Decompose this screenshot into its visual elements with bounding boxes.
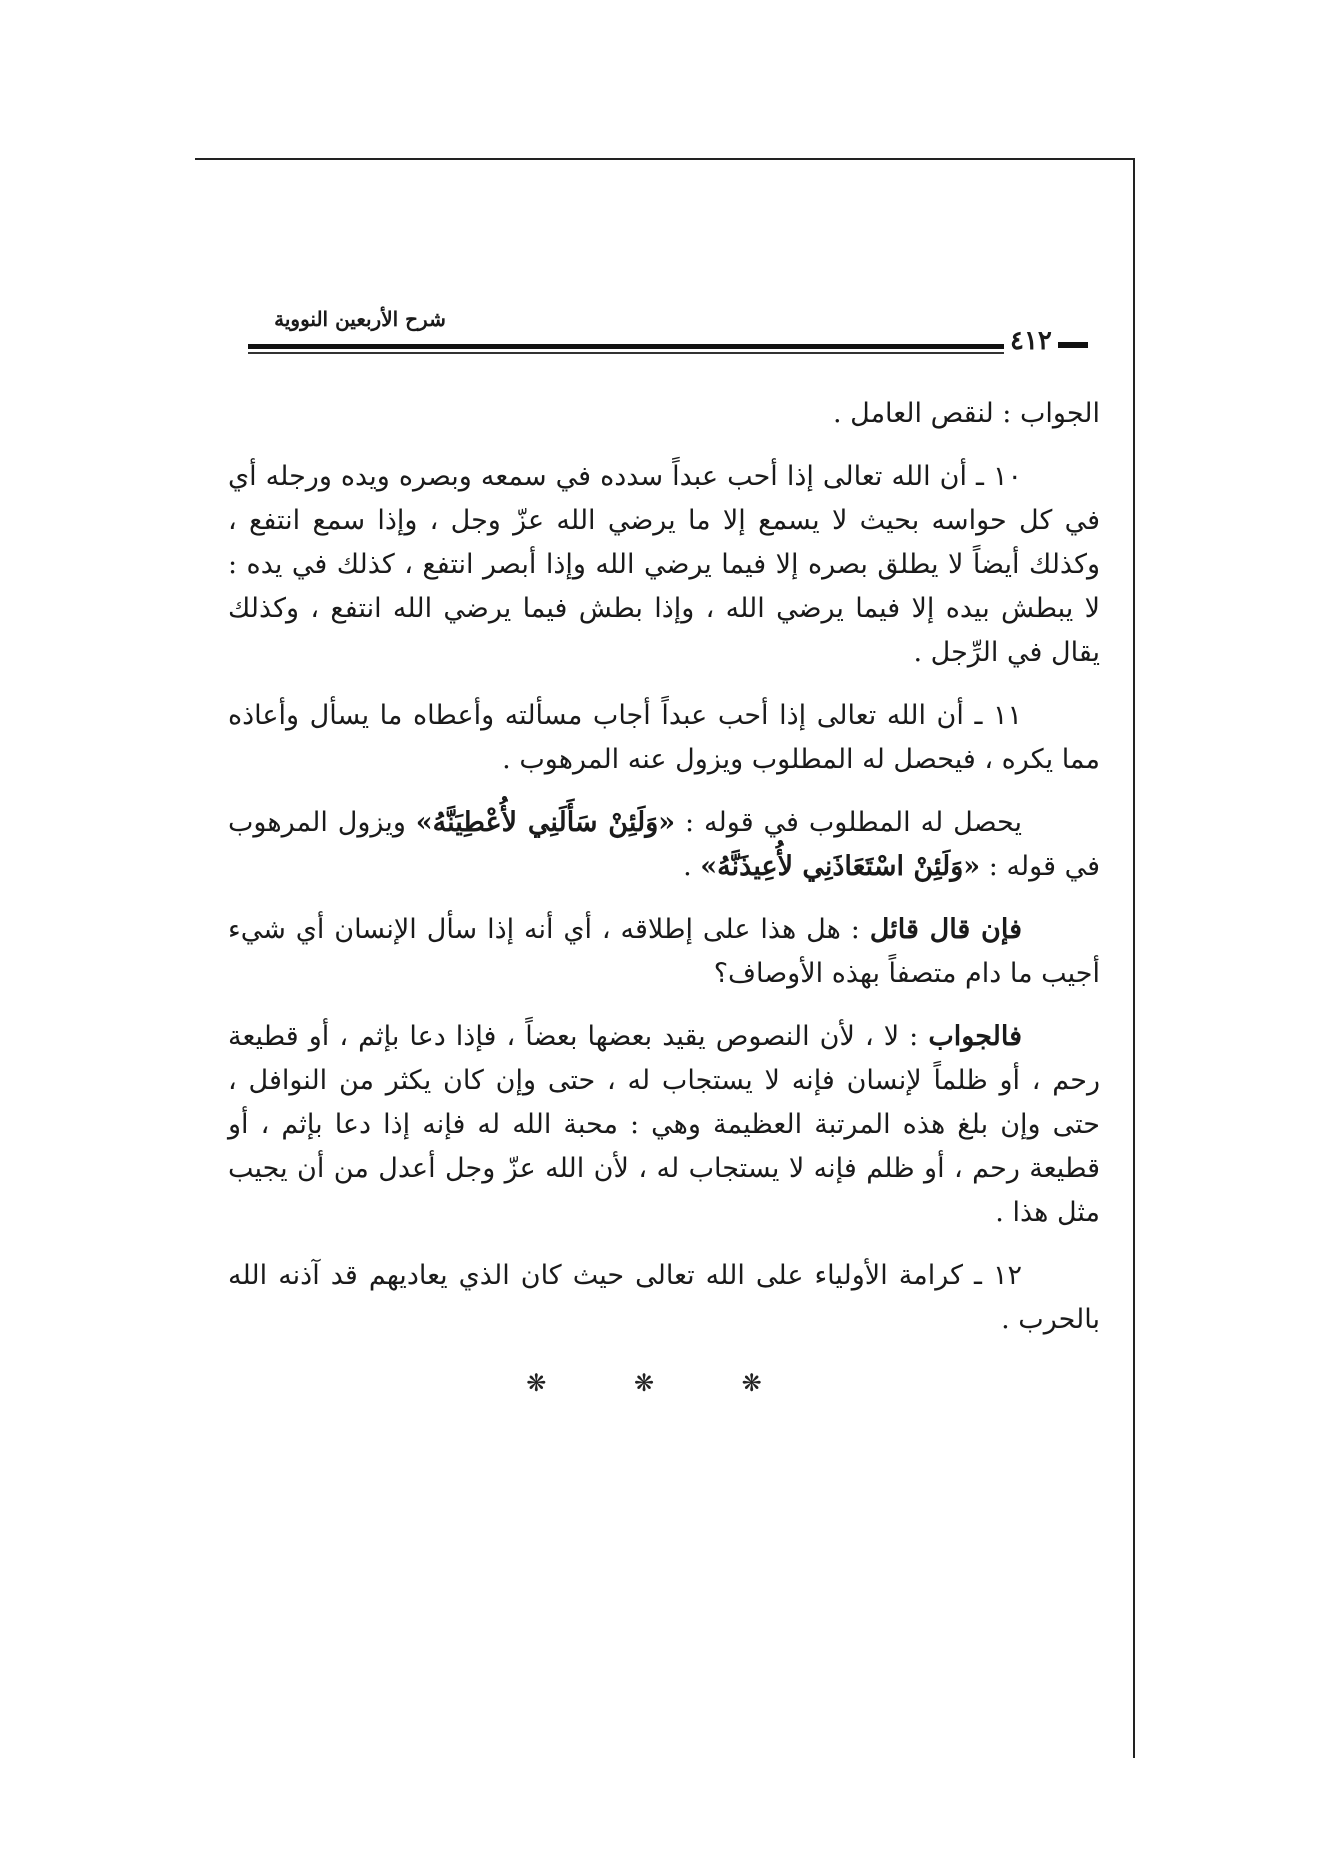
page-body [228, 392, 1100, 1405]
paragraph-11: ١١ ـ أن الله تعالى إذا أحب عبداً أجاب مسألته وأعطاه ما يسأل وأعاذه مما يكره ، فيحصل له المطلوب ويزول عنه المرهوب . [228, 700, 1100, 775]
paragraph-answer: الجواب : لنقص العامل . [832, 398, 1100, 429]
section-separator: ❋ ❋ ❋ [526, 1369, 802, 1397]
text-segment: يحصل له المطلوب في قوله : [675, 807, 1022, 838]
hadith-quote: «وَلَئِنْ اسْتَعَاذَنِي لأُعِيذَنَّهُ» [700, 851, 981, 882]
text-segment: . [683, 851, 701, 882]
paragraph-12: ١٢ ـ كرامة الأولياء على الله تعالى حيث كان الذي يعاديهم قد آذنه الله بالحرب . [228, 1260, 1100, 1335]
paragraph-question [228, 908, 1100, 996]
paragraph-quotes [228, 801, 1100, 889]
crop-mark-top [195, 158, 1135, 160]
text-segment: : هل هذا على إطلاقه ، أي أنه إذا سأل الإنسان أي شيء أجيب ما دام متصفاً بهذه الأوصاف؟ [228, 914, 1100, 989]
question-lead: فإن قال قائل [869, 914, 1023, 945]
hadith-quote: «وَلَئِنْ سَأَلَنِي لأُعْطِيَنَّهُ» [415, 807, 676, 838]
crop-mark-right [1133, 158, 1135, 1758]
running-title: شرح الأربعين النووية [274, 307, 446, 331]
text-segment: : لا ، لأن النصوص يقيد بعضها بعضاً ، فإذا دعا بإثم ، أو قطيعة رحم ، أو ظلماً لإنسان فإنه لا يستجاب له ، حتى وإن كان يكثر من النوافل ، حتى وإن بلغ هذه المرتبة العظيمة وهي : محبة الله له فإنه إذا دعا بإثم ، أو قطيعة رحم ، أو ظلم فإنه لا يستجاب له ، لأن الله عزّ وجل أعدل من أن يجيب مثل هذا . [228, 1021, 1100, 1228]
page-number: ٤١٢ [1010, 326, 1085, 356]
text-segment: ويزول المرهوب في قوله : [228, 807, 1100, 882]
paragraph-response [228, 1015, 1100, 1235]
header-rule-thin [248, 352, 1004, 354]
header-rule [248, 344, 1004, 349]
answer-lead: فالجواب [928, 1021, 1022, 1052]
paragraph-10: ١٠ ـ أن الله تعالى إذا أحب عبداً سدده في سمعه وبصره ويده ورجله أي في كل حواسه بحيث لا يسمع إلا ما يرضي الله عزّ وجل ، وإذا سمع انتفع ، وكذلك أيضاً لا يطلق بصره إلا فيما يرضي الله وإذا أبصر انتفع ، كذلك في يده : لا يبطش بيده إلا فيما يرضي الله ، وإذا بطش فيما يرضي الله انتفع ، وكذلك يقال في الرِّجل . [228, 461, 1100, 668]
